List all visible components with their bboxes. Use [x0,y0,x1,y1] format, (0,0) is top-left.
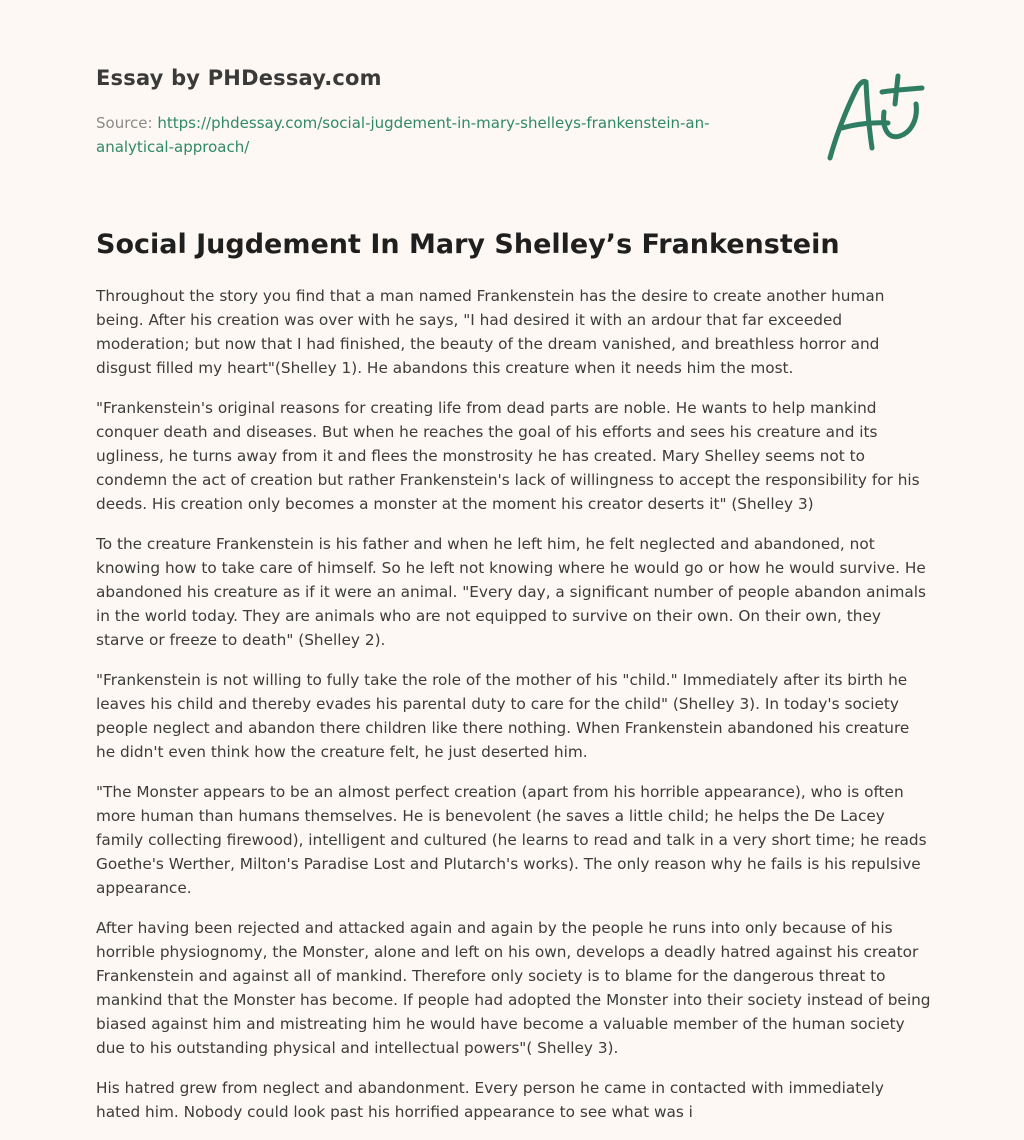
paragraph: His hatred grew from neglect and abandonment. Every person he came in contacted with immediately hated him. Nobody could look past his horrified appearance to see what was i [96,1079,884,1121]
source-line [96,111,736,159]
source-label: Source: [96,114,158,132]
paragraph: Throughout the story you find that a man named Frankenstein has the desire to create another human being. After his creation was over with he says, "I had desired it with an ardour that far exceeded moderation; but now that I had finished, the beauty of the dream vanished, and breathless horror and disgust filled my heart"(Shelley 1). He abandons this creature when it needs him the most. [96,287,885,377]
site-brand: Essay by PHDessay.com [96,66,382,90]
paragraph: "Frankenstein is not willing to fully take the role of the mother of his "child." Immediately after its birth he leaves his child and thereby evades his parental duty to care for the child" (Shelley 3). In today's society people neglect and abandon there children like there nothing. When Frankenstein abandoned his creature he didn't even think how the creature felt, he just deserted him. [96,671,910,761]
paragraph: After having been rejected and attacked again and again by the people he runs into only because of his horrible physiognomy, the Monster, alone and left on his own, develops a deadly hatred against his creator Frankenstein and against all of mankind. Therefore only society is to blame for the dangerous threat to mankind that the Monster has become. If people had adopted the Monster into their society instead of being biased against him and mistreating him he would have become a valuable member of the human society due to his outstanding physical and intellectual powers"( Shelley 3). [96,919,931,1057]
a-plus-grade-icon [822,70,926,164]
paragraph: "The Monster appears to be an almost perfect creation (apart from his horrible appearance), who is often more human than humans themselves. He is benevolent (he saves a little child; he helps the De Lacey family collecting firewood), intelligent and cultured (he learns to read and talk in a very short time; he reads Goethe's Werther, Milton's Paradise Lost and Plutarch's works). The only reason why he fails is his repulsive appearance. [96,783,927,897]
article-body [96,284,932,1140]
source-link[interactable]: https://phdessay.com/social-jugdement-in-mary-shelleys-frankenstein-an-analytical-approach/ [96,114,710,156]
paragraph: To the creature Frankenstein is his father and when he left him, he felt neglected and abandoned, not knowing how to take care of himself. So he left not knowing where he would go or how he would survive. He abandoned his creature as if it were an animal. "Every day, a significant number of people abandon animals in the world today. They are animals who are not equipped to survive on their own. On their own, they starve or freeze to death" (Shelley 2). [96,535,926,649]
article-title: Social Jugdement In Mary Shelley’s Frankenstein [96,229,840,260]
paragraph: "Frankenstein's original reasons for creating life from dead parts are noble. He wants to help mankind conquer death and diseases. But when he reaches the goal of his efforts and sees his creature and its ugliness, he turns away from it and flees the monstrosity he has created. Mary Shelley seems not to condemn the act of creation but rather Frankenstein's lack of willingness to accept the responsibility for his deeds. His creation only becomes a monster at the moment his creator deserts it" (Shelley 3) [96,399,920,513]
